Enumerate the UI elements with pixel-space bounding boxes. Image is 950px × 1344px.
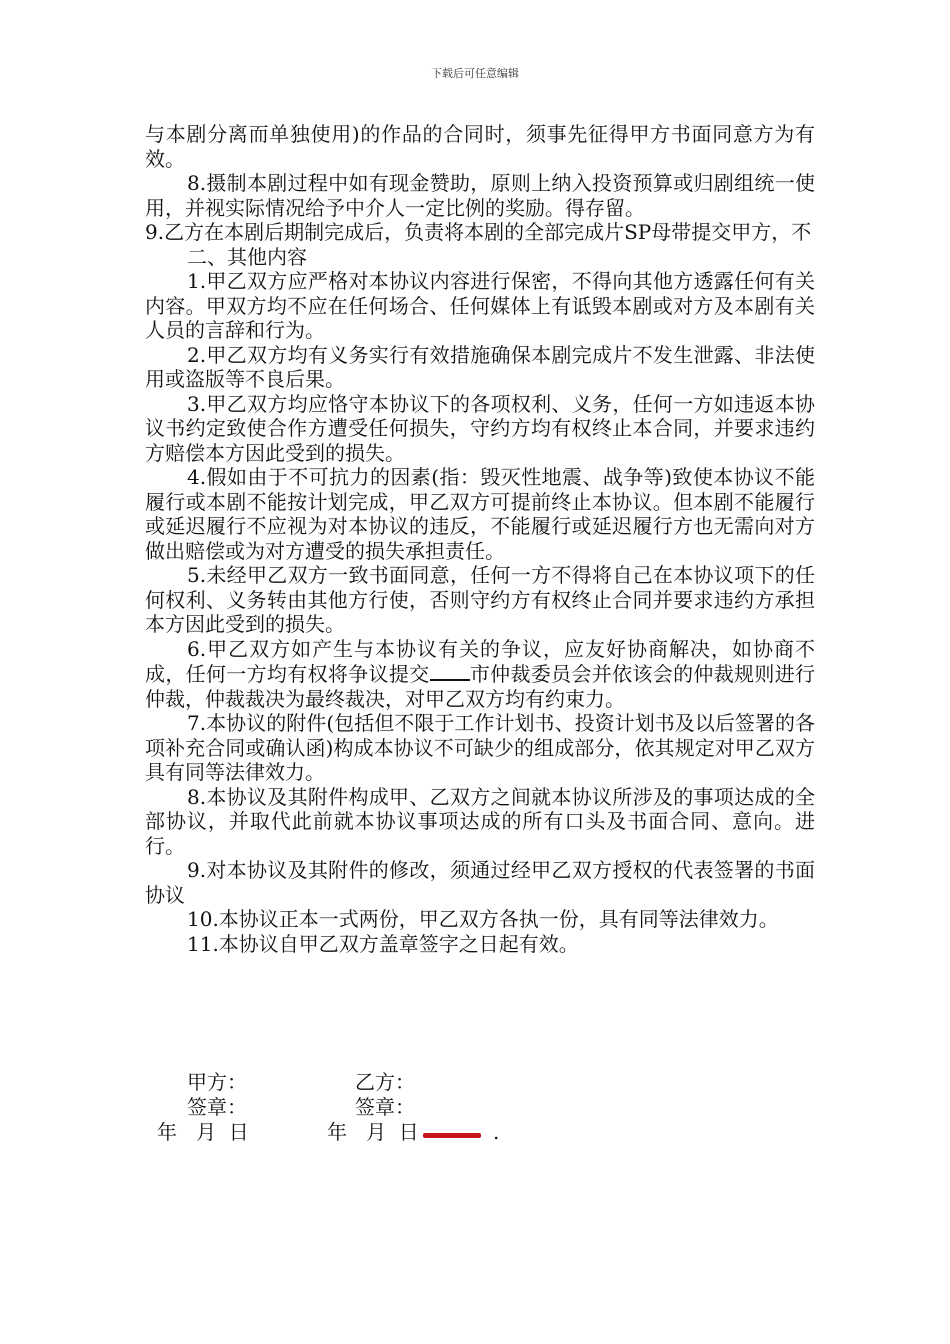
party-row: [145, 1070, 815, 1095]
date-b: 年 月 日: [327, 1120, 419, 1144]
section-heading: 二、其他内容: [187, 244, 307, 269]
paragraph-arbitration: [145, 637, 815, 712]
arbitration-text-before: 6.甲乙双方如产生与本协议有关的争议，应友好协商解决，如协商不成，任何一方均有权将争议提交: [145, 636, 815, 686]
arbitration-text-after: 市仲裁委员会并依该会的仲裁规则进行仲裁，仲裁裁决为最终裁决，对甲乙双方均有约束力。: [145, 662, 816, 711]
party-b-label: 乙方：: [355, 1070, 415, 1094]
paragraph: 9.乙方在本剧后期制完成后，负责将本剧的全部完成片SP母带提交甲方，不: [145, 220, 812, 244]
city-blank-line: [430, 661, 470, 681]
header-note: 下载后可任意编辑: [431, 67, 519, 80]
date-a: 年 月 日: [157, 1120, 249, 1144]
paragraph: 8.本协议及其附件构成甲、乙双方之间就本协议所涉及的事项达成的全部协议，并取代此前就本协议事项达成的所有口头及书面合同、意向。进行。: [145, 784, 815, 858]
red-seal-mark: [423, 1133, 481, 1138]
document-body: [145, 122, 815, 956]
seal-a-label: 签章：: [187, 1095, 247, 1119]
seal-row: [145, 1095, 815, 1120]
paragraph: 10.本协议正本一式两份，甲乙双方各执一份，具有同等法律效力。: [187, 907, 779, 931]
paragraph: 1.甲乙双方应严格对本协议内容进行保密，不得向其他方透露任何有关内容。甲双方均不应在任何场合、任何媒体上有诋毁本剧或对方及本剧有关人员的言辞和行为。: [145, 269, 815, 342]
paragraph: 8.摄制本剧过程中如有现金赞助，原则上纳入投资预算或归剧组统一使用，并视实际情况给予中介人一定比例的奖励。得存留。: [145, 171, 815, 220]
paragraph: 2.甲乙双方均有义务实行有效措施确保本剧完成片不发生泄露、非法使用或盗版等不良后果。: [145, 342, 815, 391]
date-row: [145, 1120, 815, 1145]
signature-block: [145, 1070, 815, 1145]
paragraph: 与本剧分离而单独使用)的作品的合同时，须事先征得甲方书面同意方为有效。: [145, 122, 815, 171]
paragraph: 9.对本协议及其附件的修改，须通过经甲乙双方授权的代表签署的书面协议: [145, 858, 815, 907]
party-a-label: 甲方：: [187, 1070, 247, 1094]
paragraph: 7.本协议的附件(包括但不限于工作计划书、投资计划书及以后签署的各项补充合同或确认函)构成本协议不可缺少的组成部分，依其规定对甲乙双方具有同等法律效力。: [145, 711, 815, 784]
trailing-dot: .: [493, 1120, 500, 1144]
paragraph: 4.假如由于不可抗力的因素(指：毁灭性地震、战争等)致使本协议不能履行或本剧不能按计划完成，甲乙双方可提前终止本协议。但本剧不能履行或延迟履行不应视为对本协议的违反，不能履行或延迟履行方也无需向对方做出赔偿或为对方遭受的损失承担责任。: [145, 465, 815, 563]
seal-b-label: 签章：: [355, 1095, 415, 1119]
paragraph: 3.甲乙双方均应恪守本协议下的各项权利、义务，任何一方如违返本协议书约定致使合作方遭受任何损失，守约方均有权终止本合同，并要求违约方赔偿本方因此受到的损失。: [145, 391, 815, 465]
paragraph: 5.未经甲乙双方一致书面同意，任何一方不得将自己在本协议项下的任何权利、义务转由其他方行使，否则守约方有权终止合同并要求违约方承担本方因此受到的损失。: [145, 563, 815, 636]
paragraph: 11.本协议自甲乙双方盖章签字之日起有效。: [187, 931, 579, 956]
